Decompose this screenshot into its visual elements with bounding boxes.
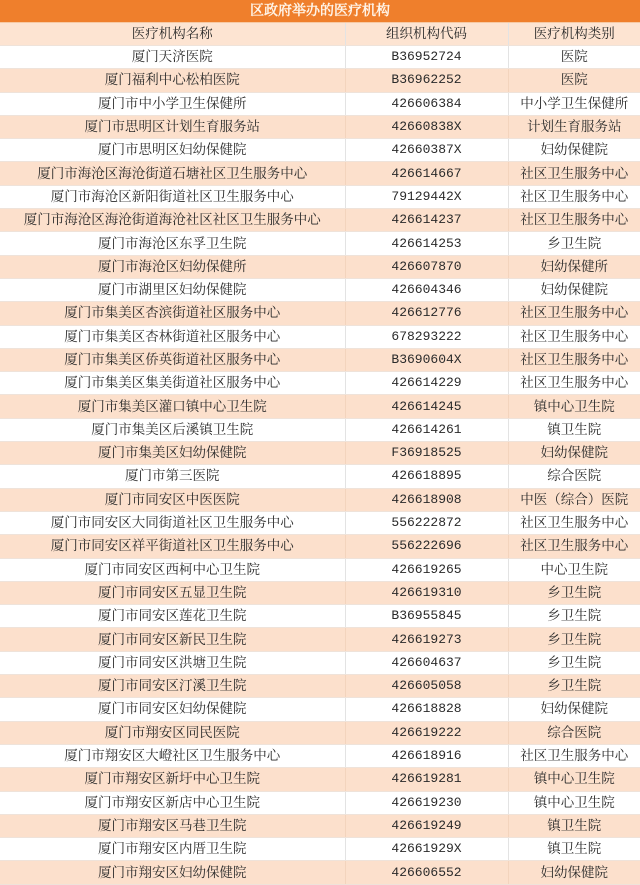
column-header-code: 组织机构代码 — [345, 23, 508, 46]
institution-name-cell: 厦门市翔安区新店中心卫生院 — [0, 791, 345, 814]
table-row — [0, 372, 640, 395]
column-header-name: 医疗机构名称 — [0, 23, 345, 46]
institution-type-cell: 妇幼保健院 — [508, 139, 640, 162]
institution-type-cell: 医院 — [508, 69, 640, 92]
institution-type-cell: 社区卫生服务中心 — [508, 511, 640, 534]
institution-name-cell: 厦门市海沧区海沧街道石塘社区卫生服务中心 — [0, 162, 345, 185]
table-row — [0, 535, 640, 558]
institution-type-cell: 镇卫生院 — [508, 838, 640, 861]
org-code-cell: 426606552 — [345, 861, 508, 884]
institution-name-cell: 厦门市同安区洪塘卫生院 — [0, 651, 345, 674]
org-code-cell: B3690604X — [345, 348, 508, 371]
org-code-cell: 426614261 — [345, 418, 508, 441]
table-row — [0, 348, 640, 371]
org-code-cell: 426607870 — [345, 255, 508, 278]
institution-name-cell: 厦门福利中心松柏医院 — [0, 69, 345, 92]
institution-type-cell: 社区卫生服务中心 — [508, 372, 640, 395]
institution-type-cell: 妇幼保健院 — [508, 861, 640, 884]
institution-name-cell: 厦门市集美区杏林街道社区服务中心 — [0, 325, 345, 348]
institution-type-cell: 乡卫生院 — [508, 581, 640, 604]
table-row — [0, 185, 640, 208]
table-row — [0, 69, 640, 92]
org-code-cell: 426605058 — [345, 675, 508, 698]
org-code-cell: 678293222 — [345, 325, 508, 348]
institution-name-cell: 厦门市集美区杏滨街道社区服务中心 — [0, 302, 345, 325]
table-row — [0, 278, 640, 301]
table-row — [0, 209, 640, 232]
table-row — [0, 442, 640, 465]
institution-name-cell: 厦门市集美区集美街道社区服务中心 — [0, 372, 345, 395]
table-row — [0, 325, 640, 348]
institution-name-cell: 厦门市翔安区妇幼保健院 — [0, 861, 345, 884]
institution-type-cell: 社区卫生服务中心 — [508, 744, 640, 767]
institution-name-cell: 厦门市第三医院 — [0, 465, 345, 488]
org-code-cell: 79129442X — [345, 185, 508, 208]
institution-name-cell: 厦门市翔安区大嶝社区卫生服务中心 — [0, 744, 345, 767]
table-row — [0, 628, 640, 651]
table-row — [0, 395, 640, 418]
table-row — [0, 162, 640, 185]
institution-name-cell: 厦门市翔安区同民医院 — [0, 721, 345, 744]
org-code-cell: 426618916 — [345, 744, 508, 767]
institution-type-cell: 社区卫生服务中心 — [508, 162, 640, 185]
org-code-cell: 426619281 — [345, 768, 508, 791]
table-row — [0, 465, 640, 488]
table-row — [0, 418, 640, 441]
table-row — [0, 605, 640, 628]
table-row — [0, 115, 640, 138]
table-row — [0, 232, 640, 255]
institution-name-cell: 厦门市海沧区妇幼保健所 — [0, 255, 345, 278]
table-row — [0, 488, 640, 511]
table-row — [0, 139, 640, 162]
institution-type-cell: 乡卫生院 — [508, 651, 640, 674]
org-code-cell: 426614229 — [345, 372, 508, 395]
institution-type-cell: 乡卫生院 — [508, 232, 640, 255]
institution-type-cell: 镇卫生院 — [508, 814, 640, 837]
org-code-cell: B36955845 — [345, 605, 508, 628]
org-code-cell: 426619273 — [345, 628, 508, 651]
institution-name-cell: 厦门市思明区计划生育服务站 — [0, 115, 345, 138]
org-code-cell: 426604637 — [345, 651, 508, 674]
table-row — [0, 744, 640, 767]
table-row — [0, 558, 640, 581]
institution-name-cell: 厦门市集美区后溪镇卫生院 — [0, 418, 345, 441]
institution-type-cell: 镇中心卫生院 — [508, 768, 640, 791]
institution-name-cell: 厦门市集美区侨英街道社区服务中心 — [0, 348, 345, 371]
table-body — [0, 46, 640, 885]
institution-name-cell: 厦门市同安区五显卫生院 — [0, 581, 345, 604]
institution-type-cell: 社区卫生服务中心 — [508, 185, 640, 208]
org-code-cell: 426618828 — [345, 698, 508, 721]
org-code-cell: 426619310 — [345, 581, 508, 604]
institution-type-cell: 镇中心卫生院 — [508, 791, 640, 814]
institution-type-cell: 社区卫生服务中心 — [508, 348, 640, 371]
table-row — [0, 698, 640, 721]
org-code-cell: 426619265 — [345, 558, 508, 581]
institution-type-cell: 乡卫生院 — [508, 675, 640, 698]
institution-name-cell: 厦门市翔安区马巷卫生院 — [0, 814, 345, 837]
column-header-type: 医疗机构类别 — [508, 23, 640, 46]
institution-type-cell: 医院 — [508, 46, 640, 69]
org-code-cell: F36918525 — [345, 442, 508, 465]
table-row — [0, 302, 640, 325]
table-row — [0, 651, 640, 674]
org-code-cell: 426619222 — [345, 721, 508, 744]
table-row — [0, 814, 640, 837]
org-code-cell: 426618895 — [345, 465, 508, 488]
table-row — [0, 46, 640, 69]
institution-name-cell: 厦门市同安区莲花卫生院 — [0, 605, 345, 628]
institution-name-cell: 厦门市翔安区内厝卫生院 — [0, 838, 345, 861]
institution-type-cell: 妇幼保健所 — [508, 255, 640, 278]
institution-type-cell: 妇幼保健院 — [508, 278, 640, 301]
table-row — [0, 581, 640, 604]
org-code-cell: 42660387X — [345, 139, 508, 162]
institution-name-cell: 厦门市集美区灌口镇中心卫生院 — [0, 395, 345, 418]
org-code-cell: 426606384 — [345, 92, 508, 115]
org-code-cell: B36962252 — [345, 69, 508, 92]
institution-name-cell: 厦门市同安区新民卫生院 — [0, 628, 345, 651]
institution-type-cell: 镇卫生院 — [508, 418, 640, 441]
institution-type-cell: 社区卫生服务中心 — [508, 209, 640, 232]
table-row — [0, 791, 640, 814]
institution-type-cell: 社区卫生服务中心 — [508, 325, 640, 348]
institution-type-cell: 综合医院 — [508, 465, 640, 488]
org-code-cell: 426612776 — [345, 302, 508, 325]
table-row — [0, 255, 640, 278]
org-code-cell: B36952724 — [345, 46, 508, 69]
institution-type-cell: 社区卫生服务中心 — [508, 302, 640, 325]
institution-name-cell: 厦门市海沧区新阳街道社区卫生服务中心 — [0, 185, 345, 208]
institution-type-cell: 综合医院 — [508, 721, 640, 744]
institution-type-cell: 中心卫生院 — [508, 558, 640, 581]
org-code-cell: 426619230 — [345, 791, 508, 814]
institution-name-cell: 厦门市同安区妇幼保健院 — [0, 698, 345, 721]
institution-type-cell: 社区卫生服务中心 — [508, 535, 640, 558]
institution-type-cell: 中医（综合）医院 — [508, 488, 640, 511]
org-code-cell: 426614253 — [345, 232, 508, 255]
institution-name-cell: 厦门市集美区妇幼保健院 — [0, 442, 345, 465]
institution-type-cell: 妇幼保健院 — [508, 698, 640, 721]
org-code-cell: 426619249 — [345, 814, 508, 837]
org-code-cell: 42661929X — [345, 838, 508, 861]
institution-type-cell: 镇中心卫生院 — [508, 395, 640, 418]
institution-name-cell: 厦门市湖里区妇幼保健院 — [0, 278, 345, 301]
institution-name-cell: 厦门市翔安区新圩中心卫生院 — [0, 768, 345, 791]
org-code-cell: 426618908 — [345, 488, 508, 511]
org-code-cell: 426614245 — [345, 395, 508, 418]
institution-name-cell: 厦门市同安区汀溪卫生院 — [0, 675, 345, 698]
org-code-cell: 426604346 — [345, 278, 508, 301]
org-code-cell: 426614237 — [345, 209, 508, 232]
institution-name-cell: 厦门市海沧区海沧街道海沧社区社区卫生服务中心 — [0, 209, 345, 232]
institution-name-cell: 厦门市同安区祥平街道社区卫生服务中心 — [0, 535, 345, 558]
org-code-cell: 556222872 — [345, 511, 508, 534]
table-row — [0, 721, 640, 744]
institution-type-cell: 乡卫生院 — [508, 605, 640, 628]
org-code-cell: 556222696 — [345, 535, 508, 558]
institution-name-cell: 厦门市同安区中医医院 — [0, 488, 345, 511]
table-row — [0, 675, 640, 698]
table-title: 区政府举办的医疗机构 — [0, 0, 640, 23]
institution-name-cell: 厦门天济医院 — [0, 46, 345, 69]
institution-type-cell: 乡卫生院 — [508, 628, 640, 651]
table-row — [0, 511, 640, 534]
org-code-cell: 42660838X — [345, 115, 508, 138]
table-row — [0, 768, 640, 791]
institution-name-cell: 厦门市中小学卫生保健所 — [0, 92, 345, 115]
institution-type-cell: 妇幼保健院 — [508, 442, 640, 465]
institution-name-cell: 厦门市同安区西柯中心卫生院 — [0, 558, 345, 581]
institution-name-cell: 厦门市思明区妇幼保健院 — [0, 139, 345, 162]
institution-type-cell: 计划生育服务站 — [508, 115, 640, 138]
org-code-cell: 426614667 — [345, 162, 508, 185]
table-row — [0, 838, 640, 861]
institution-name-cell: 厦门市同安区大同街道社区卫生服务中心 — [0, 511, 345, 534]
institution-name-cell: 厦门市海沧区东孚卫生院 — [0, 232, 345, 255]
header-row — [0, 23, 640, 46]
institution-table — [0, 23, 640, 885]
table-row — [0, 861, 640, 884]
table-row — [0, 92, 640, 115]
institution-type-cell: 中小学卫生保健所 — [508, 92, 640, 115]
